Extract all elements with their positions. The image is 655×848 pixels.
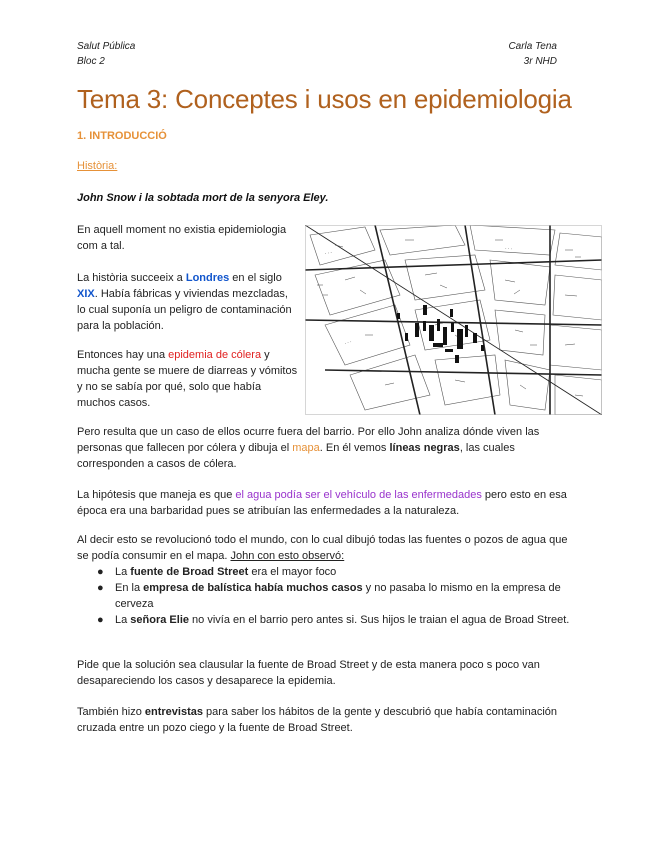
header-course: 3r NHD bbox=[523, 56, 557, 67]
header-left bbox=[77, 39, 135, 69]
paragraph-7: Pide que la solución sea clausular la fuente de Broad Street y de esta manera poco s poco van desapareciendo los casos y desaparece la epidemia. bbox=[77, 659, 540, 687]
bullet-icon: ● bbox=[97, 582, 104, 594]
bullet-icon: ● bbox=[97, 614, 104, 626]
header-subject: Salut Pública bbox=[77, 41, 136, 52]
century-highlight: XIX bbox=[77, 288, 95, 300]
header-right bbox=[508, 39, 557, 69]
section-heading: 1. INTRODUCCIÓ bbox=[77, 130, 167, 142]
map-highlight: mapa bbox=[292, 442, 320, 454]
interviews-highlight: entrevistas bbox=[144, 706, 203, 718]
paragraph-5: La hipótesis que maneja es que el agua podía ser el vehículo de las enfermedades pero esto en esa época era una barbaridad pues se atribuían las enfermedades a la naturaleza. bbox=[77, 489, 567, 517]
paragraph-2: La història succeeix a Londres en el siglo XIX. Había fábricas y viviendas mezcladas, lo cual suponía un peligro de contaminación para la población. bbox=[77, 272, 292, 332]
london-highlight: Londres bbox=[185, 272, 230, 284]
svg-text:· · ·: · · · bbox=[324, 251, 333, 257]
lines-highlight: líneas negras bbox=[389, 442, 460, 454]
svg-text:· · ·: · · · bbox=[344, 340, 353, 347]
paragraph-6: Al decir esto se revolucionó todo el mundo, con lo cual dibujó todas las fuentes o pozos de agua que se podía consumir en el mapa. John con esto observó: bbox=[77, 534, 568, 562]
cholera-map-image bbox=[305, 225, 602, 415]
paragraph-1: En aquell moment no existia epidemiologia com a tal. bbox=[77, 224, 287, 252]
bullet-icon: ● bbox=[97, 566, 104, 578]
svg-text:· · ·: · · · bbox=[504, 247, 513, 253]
list-item: ● La señora Elie no vivía en el barrio pero antes si. Sus hijos le traian el agua de Broad Street. bbox=[97, 614, 570, 626]
hypothesis-highlight: el agua podía ser el vehículo de las enfermedades bbox=[235, 489, 482, 501]
paragraph-8: También hizo entrevistas para saber los hábitos de la gente y descubrió que había contaminación cruzada entre un pozo ciego y la fuente de Broad Street. bbox=[77, 706, 558, 734]
page-title: Tema 3: Conceptes i usos en epidemiologia bbox=[77, 84, 572, 114]
subtitle: John Snow i la sobtada mort de la senyora Eley. bbox=[77, 192, 329, 204]
header-block: Bloc 2 bbox=[77, 56, 105, 67]
paragraph-3: Entonces hay una epidemia de cólera y mucha gente se muere de diarreas y vómitos y no se sabía por qué, solo que había muchos casos. bbox=[77, 349, 298, 409]
history-label: Història: bbox=[77, 160, 118, 172]
paragraph-4: Pero resulta que un caso de ellos ocurre fuera del barrio. Por ello John analiza dónde viven las personas que fallecen por cólera y dibuja el mapa. En él vemos líneas negras, las cuales corresponden a casos de cólera. bbox=[77, 426, 540, 470]
observed-label: John con esto observó: bbox=[230, 550, 345, 562]
observations-list bbox=[77, 564, 577, 628]
list-item: ● En la empresa de balística había muchos casos y no pasaba lo mismo en la empresa de cerveza bbox=[97, 582, 561, 610]
header-author: Carla Tena bbox=[508, 41, 557, 52]
list-item: ● La fuente de Broad Street era el mayor foco bbox=[97, 566, 337, 578]
epidemic-highlight: epidemia de cólera bbox=[168, 349, 262, 361]
